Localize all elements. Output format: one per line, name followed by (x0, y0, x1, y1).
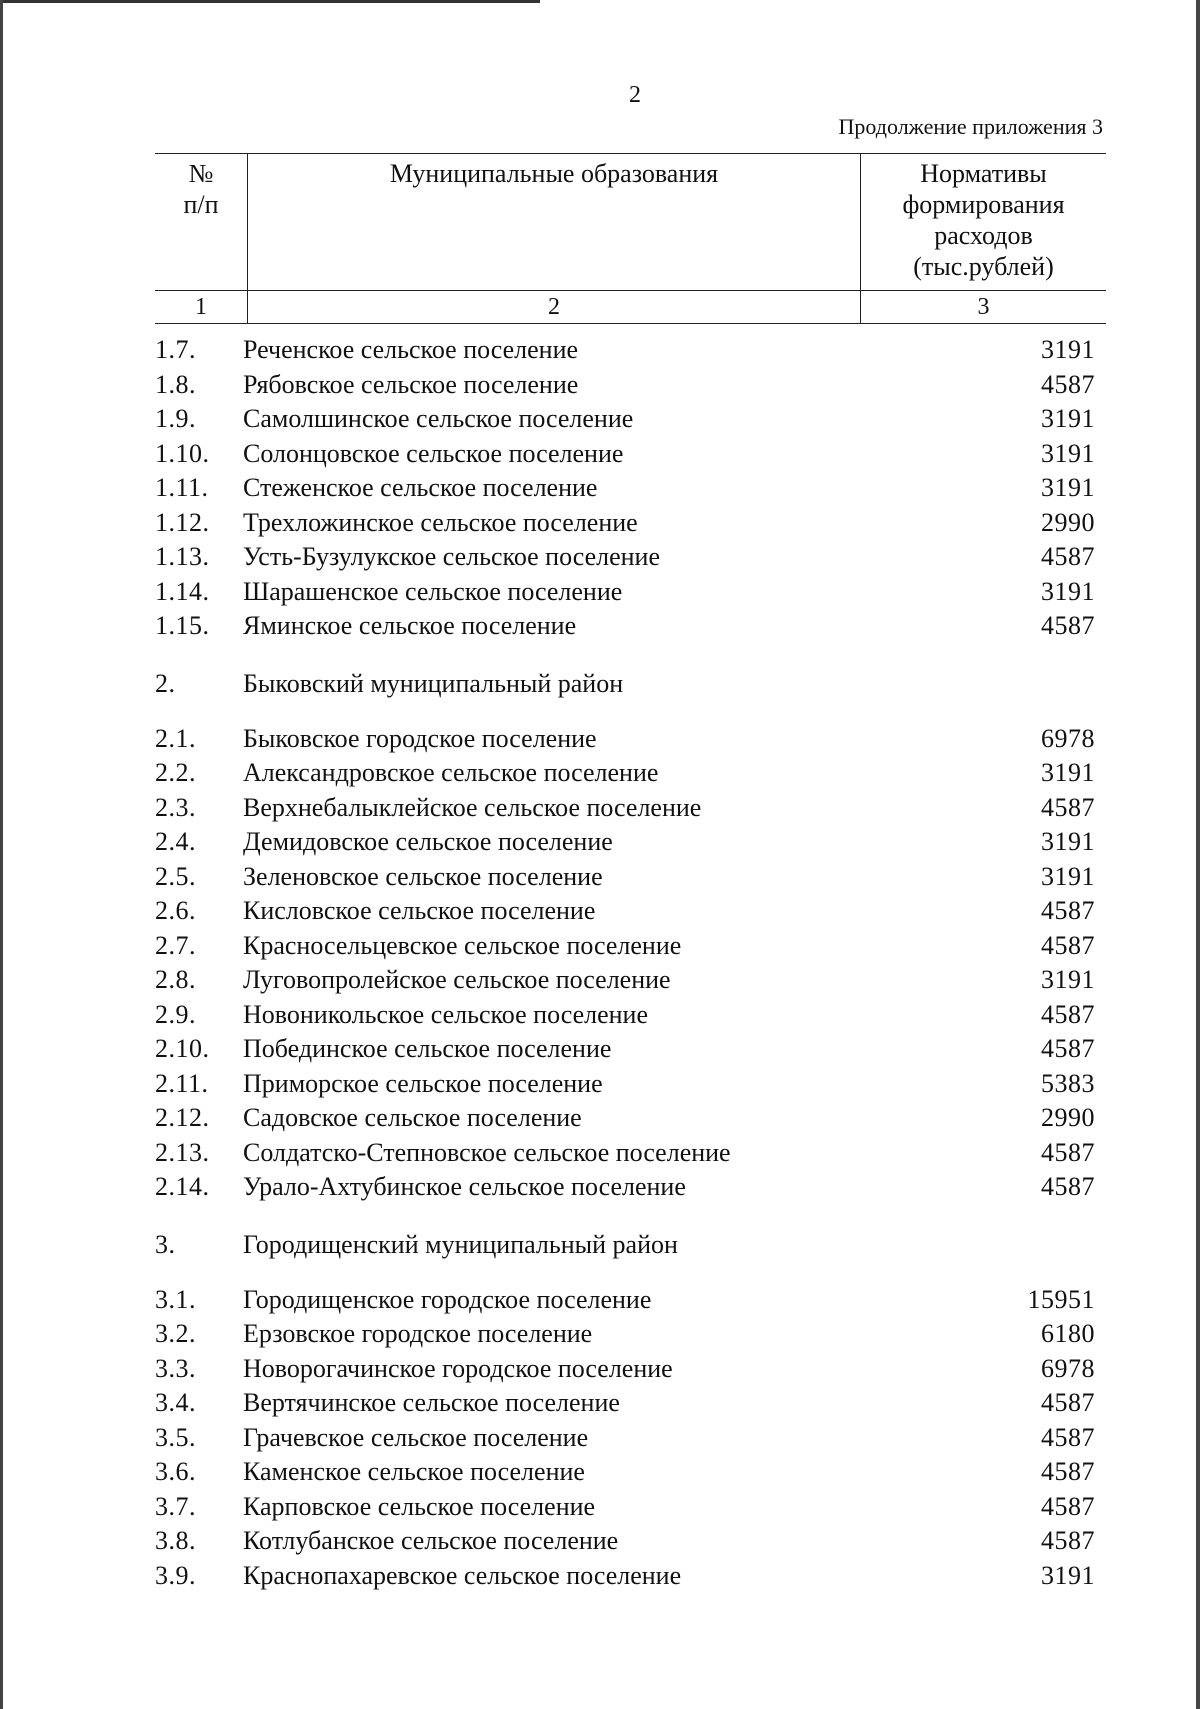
table-row (155, 894, 1095, 929)
row-value: 3191 (1041, 473, 1095, 503)
row-number: 2.9. (155, 999, 196, 1029)
row-value: 4587 (1041, 792, 1095, 822)
column-number-3: 3 (861, 291, 1107, 324)
row-value: 15951 (1027, 1284, 1095, 1314)
column-number-2: 2 (248, 291, 861, 324)
row-value: 4587 (1041, 1457, 1095, 1487)
municipality-name: Александровское сельское поселение (243, 758, 659, 788)
table-row (155, 1032, 1095, 1067)
row-value: 4587 (1041, 1491, 1095, 1521)
municipality-name: Садовское сельское поселение (243, 1103, 582, 1133)
row-number: 2.13. (155, 1137, 210, 1167)
row-number: 1.8. (155, 369, 196, 399)
row-value: 3191 (1041, 965, 1095, 995)
scan-edge-top (0, 0, 540, 3)
municipality-name: Самолшинское сельское поселение (243, 404, 634, 434)
table-row (155, 963, 1095, 998)
table-row (155, 756, 1095, 791)
table-row (155, 1559, 1095, 1594)
row-value: 4587 (1041, 369, 1095, 399)
table-row (155, 609, 1095, 644)
municipality-name: Демидовское сельское поселение (243, 827, 613, 857)
row-value: 6180 (1041, 1319, 1095, 1349)
row-value: 4587 (1041, 1388, 1095, 1418)
header-norms-col (861, 154, 1107, 291)
scan-edge-right (1196, 0, 1200, 1709)
row-value: 3191 (1041, 335, 1095, 365)
municipality-name: Грачевское сельское поселение (243, 1422, 589, 1452)
municipality-name: Краснопахаревское сельское поселение (243, 1560, 682, 1590)
continuation-note: Продолжение приложения 3 (838, 114, 1103, 139)
municipality-name: Яминское сельское поселение (243, 611, 577, 641)
row-value: 4587 (1041, 611, 1095, 641)
row-value: 3191 (1041, 861, 1095, 891)
municipality-name: Вертячинское сельское поселение (243, 1388, 620, 1418)
table-header (155, 153, 1106, 324)
row-number: 2.1. (155, 723, 196, 753)
row-number: 2.5. (155, 861, 196, 891)
row-number: 1.10. (155, 438, 210, 468)
municipality-name: Шарашенское сельское поселение (243, 576, 623, 606)
table-row (155, 1136, 1095, 1171)
row-number: 3.8. (155, 1526, 196, 1556)
header-number-line2: п/п (183, 190, 219, 219)
municipality-name: Рябовское сельское поселение (243, 369, 579, 399)
row-number: 3.2. (155, 1319, 196, 1349)
scan-edge-left (0, 0, 3, 1709)
municipality-name: Быковский муниципальный район (243, 668, 624, 698)
row-number: 2.11. (155, 1068, 209, 1098)
municipality-name: Побединское сельское поселение (243, 1034, 612, 1064)
municipality-name: Кисловское сельское поселение (243, 896, 596, 926)
table-row (155, 437, 1095, 472)
row-value: 4587 (1041, 999, 1095, 1029)
municipality-name: Верхнебалыклейское сельское поселение (243, 792, 702, 822)
header-norms-line1: Нормативы (920, 159, 1047, 188)
page-number: 2 (629, 82, 641, 108)
row-number: 2.10. (155, 1034, 210, 1064)
table-row (155, 722, 1095, 757)
table-row (155, 471, 1095, 506)
row-number: 2.3. (155, 792, 196, 822)
row-value: 6978 (1041, 723, 1095, 753)
municipality-name: Луговопролейское сельское поселение (243, 965, 671, 995)
row-value: 2990 (1041, 1103, 1095, 1133)
row-number: 1.12. (155, 507, 210, 537)
municipality-name: Ерзовское городское поселение (243, 1319, 593, 1349)
table-body (155, 333, 1095, 1593)
row-number: 3.7. (155, 1491, 196, 1521)
table-row (155, 1101, 1095, 1136)
table-row (155, 1283, 1095, 1318)
row-value: 4587 (1041, 1172, 1095, 1202)
row-number: 3.1. (155, 1284, 196, 1314)
table-row (155, 1352, 1095, 1387)
municipality-name: Котлубанское сельское поселение (243, 1526, 619, 1556)
municipality-name: Урало-Ахтубинское сельское поселение (243, 1172, 686, 1202)
header-number-col (155, 154, 248, 291)
municipality-name: Стеженское сельское поселение (243, 473, 598, 503)
header-number-line1: № (188, 159, 214, 188)
row-number: 3.6. (155, 1457, 196, 1487)
row-value: 4587 (1041, 896, 1095, 926)
table-row (155, 540, 1095, 575)
row-value: 3191 (1041, 758, 1095, 788)
table-row (155, 402, 1095, 437)
table-row (155, 368, 1095, 403)
row-number: 3.9. (155, 1560, 196, 1590)
header-municipality-col (248, 154, 861, 291)
district-heading-row (155, 1225, 1095, 1265)
row-number: 1.14. (155, 576, 210, 606)
row-value: 3191 (1041, 1560, 1095, 1590)
row-value: 3191 (1041, 438, 1095, 468)
row-value: 3191 (1041, 404, 1095, 434)
row-number: 2.2. (155, 758, 196, 788)
table-row (155, 333, 1095, 368)
table-row (155, 1421, 1095, 1456)
row-number: 3.4. (155, 1388, 196, 1418)
header-norms-line4: (тыс.рублей) (913, 252, 1054, 281)
municipality-name: Городищенский муниципальный район (243, 1229, 678, 1259)
municipality-name: Усть-Бузулукское сельское поселение (243, 542, 661, 572)
row-value: 4587 (1041, 1034, 1095, 1064)
row-number: 2.4. (155, 827, 196, 857)
table-row (155, 1067, 1095, 1102)
municipality-name: Трехложинское сельское поселение (243, 507, 638, 537)
row-number: 1.13. (155, 542, 210, 572)
row-value: 2990 (1041, 507, 1095, 537)
municipality-name: Городищенское городское поселение (243, 1284, 652, 1314)
header-row (155, 154, 1106, 291)
row-value: 6978 (1041, 1353, 1095, 1383)
table-row (155, 1455, 1095, 1490)
municipality-name: Приморское сельское поселение (243, 1068, 603, 1098)
row-value: 4587 (1041, 930, 1095, 960)
row-number: 3.5. (155, 1422, 196, 1452)
row-value: 4587 (1041, 1526, 1095, 1556)
table-row (155, 998, 1095, 1033)
row-value: 3191 (1041, 827, 1095, 857)
row-value: 4587 (1041, 1422, 1095, 1452)
municipality-name: Новоникольское сельское поселение (243, 999, 648, 1029)
municipality-name: Красносельцевское сельское поселение (243, 930, 682, 960)
row-value: 4587 (1041, 542, 1095, 572)
table-row (155, 506, 1095, 541)
row-number: 2.7. (155, 930, 196, 960)
row-number: 1.7. (155, 335, 196, 365)
row-value: 5383 (1041, 1068, 1095, 1098)
row-number: 2. (155, 668, 176, 698)
municipality-name: Карповское сельское поселение (243, 1491, 596, 1521)
table-row (155, 1170, 1095, 1205)
row-number: 2.8. (155, 965, 196, 995)
header-municipality-label: Муниципальные образования (389, 159, 719, 188)
header-norms-line2: формирования (902, 190, 1065, 219)
column-number-row (155, 291, 1106, 324)
table-row (155, 1317, 1095, 1352)
municipality-name: Быковское городское поселение (243, 723, 597, 753)
column-number-1: 1 (155, 291, 248, 324)
municipality-name: Солонцовское сельское поселение (243, 438, 624, 468)
row-number: 2.6. (155, 896, 196, 926)
district-heading-row (155, 664, 1095, 704)
row-number: 3. (155, 1229, 176, 1259)
municipality-name: Солдатско-Степновское сельское поселение (243, 1137, 731, 1167)
table-row (155, 860, 1095, 895)
row-number: 1.15. (155, 611, 210, 641)
row-value: 3191 (1041, 576, 1095, 606)
row-value: 4587 (1041, 1137, 1095, 1167)
row-number: 1.9. (155, 404, 196, 434)
row-number: 1.11. (155, 473, 209, 503)
table-row (155, 575, 1095, 610)
table-row (155, 825, 1095, 860)
municipality-name: Каменское сельское поселение (243, 1457, 585, 1487)
row-number: 2.14. (155, 1172, 210, 1202)
municipality-name: Реченское сельское поселение (243, 335, 579, 365)
table-row (155, 1490, 1095, 1525)
table-row (155, 1524, 1095, 1559)
municipality-name: Новорогачинское городское поселение (243, 1353, 673, 1383)
municipality-name: Зеленовское сельское поселение (243, 861, 603, 891)
table-row (155, 929, 1095, 964)
row-number: 2.12. (155, 1103, 210, 1133)
header-norms-line3: расходов (934, 221, 1033, 250)
row-number: 3.3. (155, 1353, 196, 1383)
table-row (155, 791, 1095, 826)
table-row (155, 1386, 1095, 1421)
